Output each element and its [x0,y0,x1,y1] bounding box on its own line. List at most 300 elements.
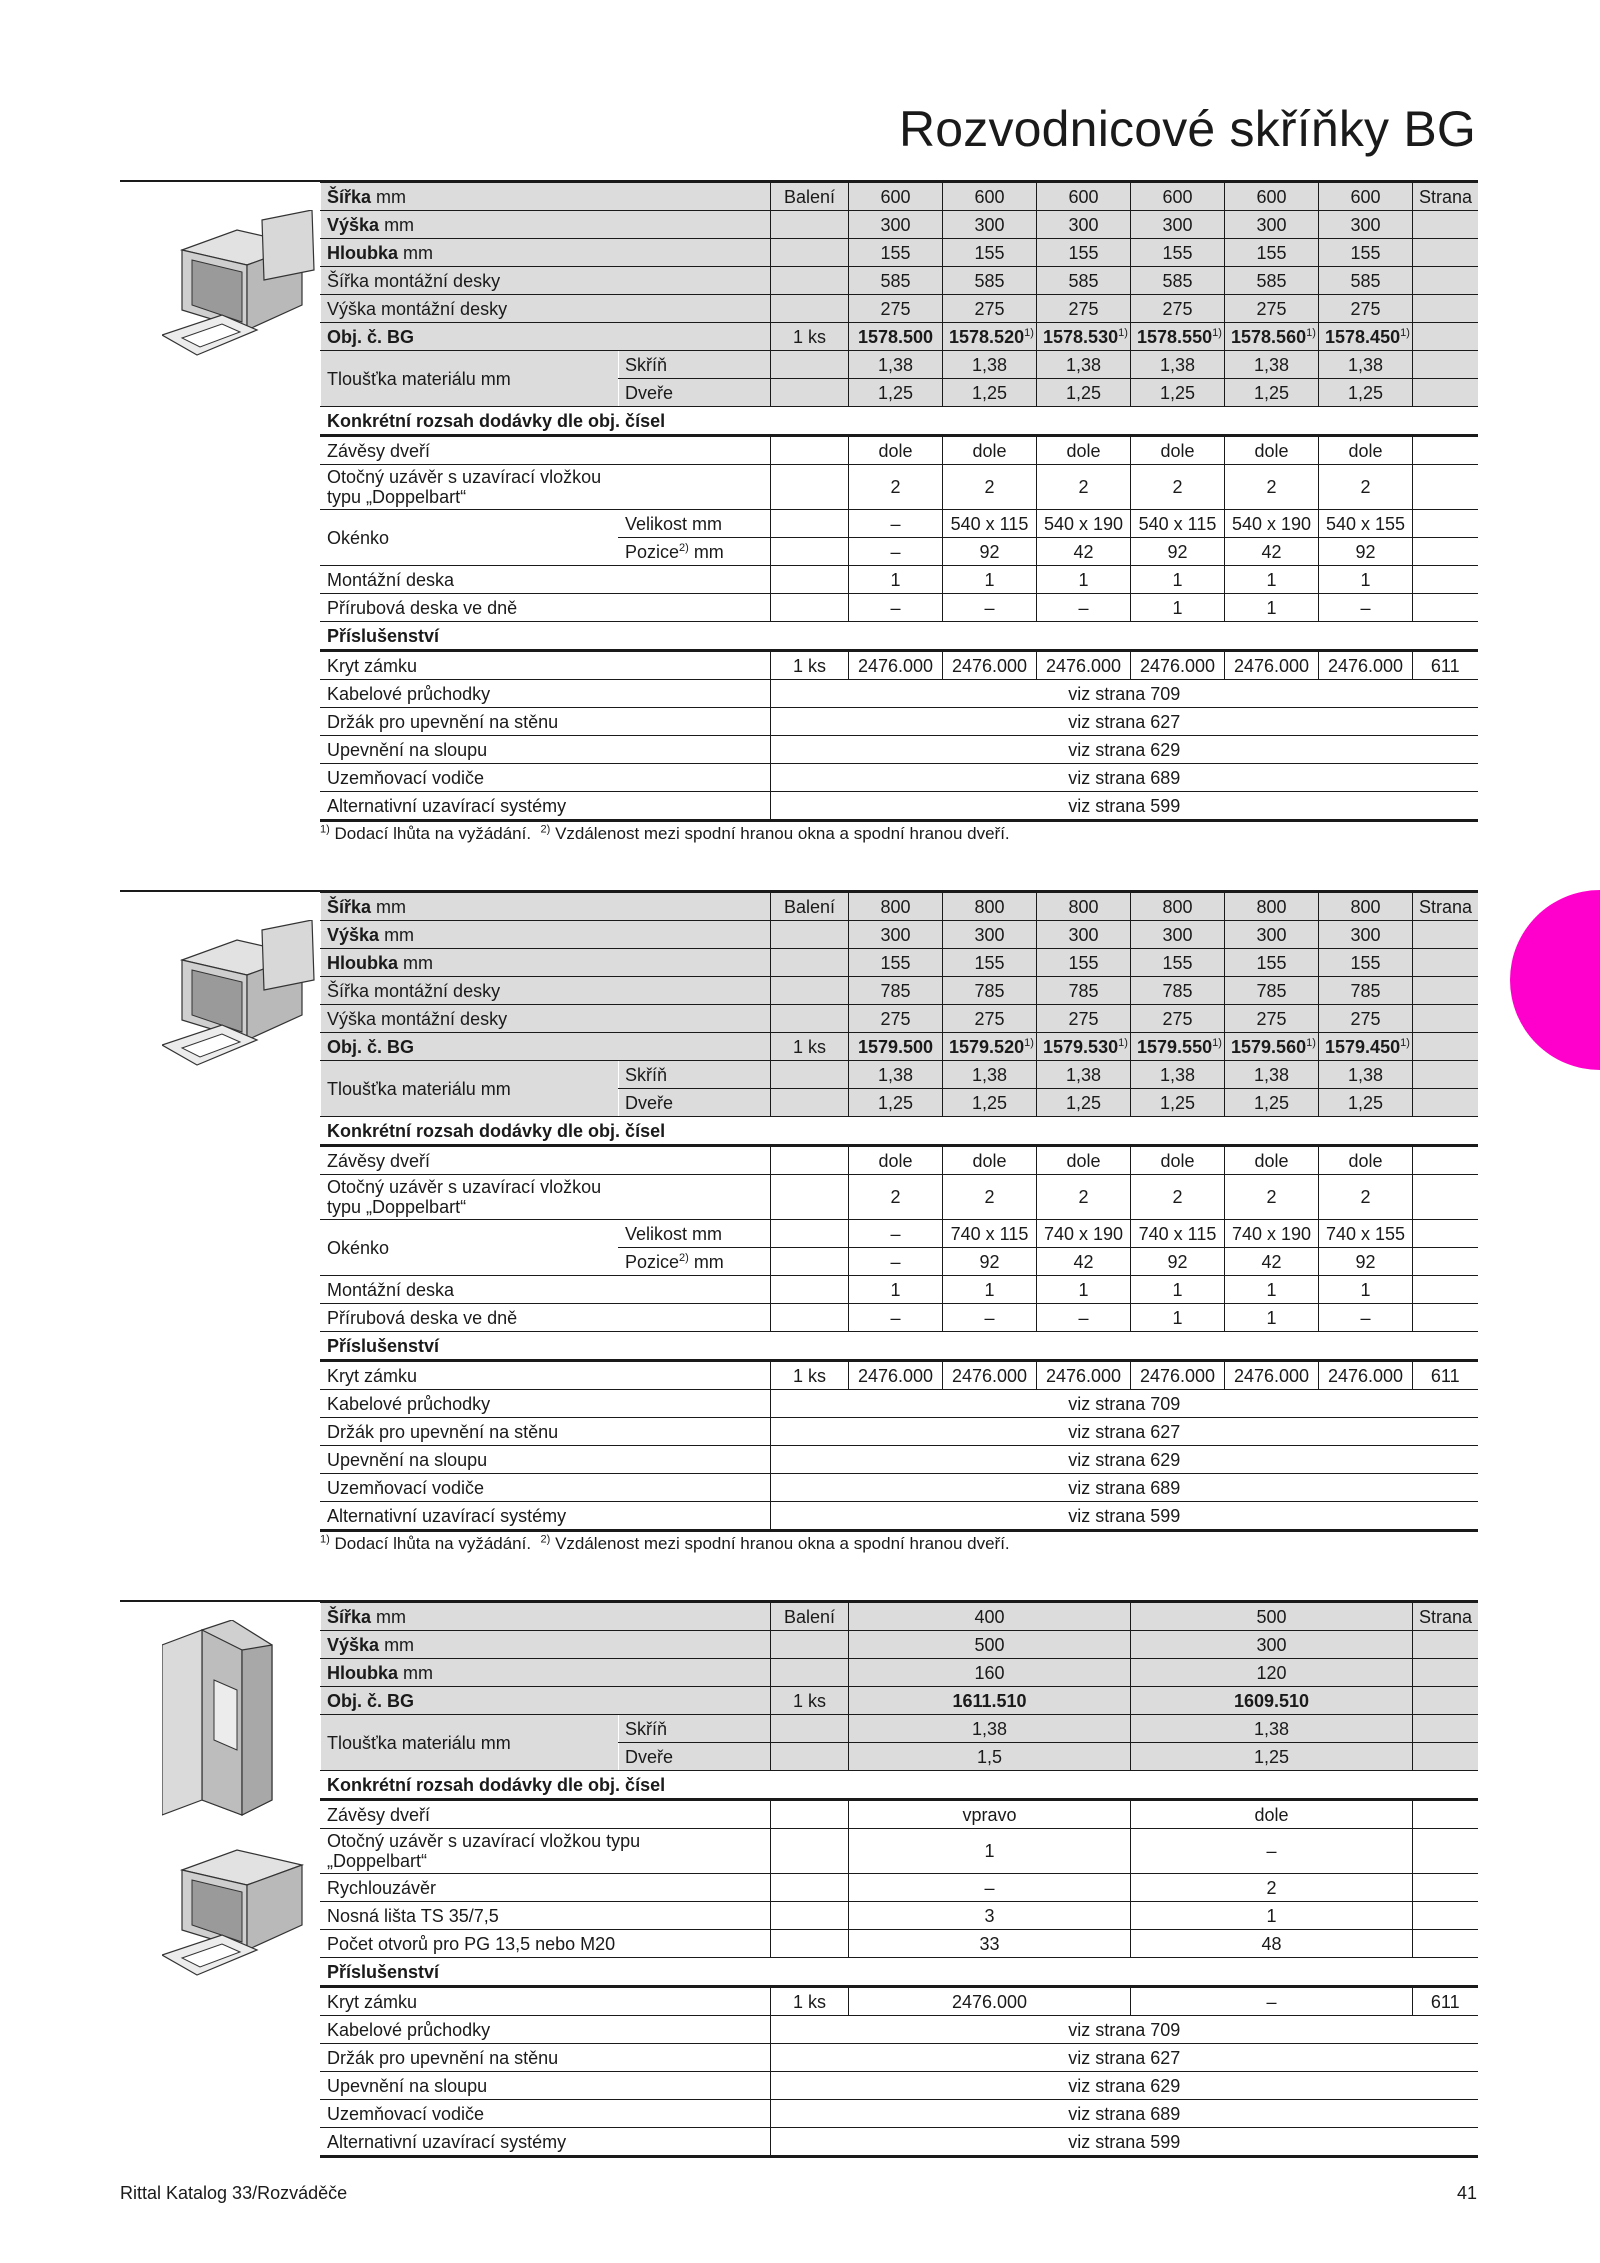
table-cell: 155 [1131,949,1225,977]
table-cell: 1,25 [1037,379,1131,407]
table-cell: – [943,1304,1037,1332]
section-rule [120,180,320,182]
table-cell [1413,1800,1478,1829]
row-tloustka-skrin [321,1715,1478,1743]
table-cell [771,1276,849,1304]
table-cell [321,1631,771,1659]
table-cell [321,182,771,211]
table-cell: Kryt zámku [321,651,771,680]
table-cell: viz strana 627 [771,2044,1478,2072]
table-cell: 2 [1131,1874,1413,1902]
table-cell: 155 [1225,949,1319,977]
table-cell [1413,1089,1478,1117]
table-cell: viz strana 629 [771,1446,1478,1474]
table-cell: 2476.000 [849,1987,1131,2016]
chapter-tab-marker [1510,890,1600,1070]
table-cell: 1,38 [1225,1061,1319,1089]
footnote [320,824,1010,844]
table-cell: 1,38 [1319,1061,1413,1089]
table-cell: 1,38 [849,1061,943,1089]
table-cell [771,1061,849,1089]
table-cell: 585 [849,267,943,295]
table-cell: Strana [1413,892,1478,921]
table-cell: 1,25 [849,379,943,407]
table-cell [849,323,943,351]
table-cell: Skříň [619,351,771,379]
text: Výška [327,1634,380,1655]
table-cell: 2 [943,465,1037,510]
table-cell [1413,1829,1478,1874]
row-prirubova [321,1304,1478,1332]
row-kabelove [321,1390,1478,1418]
table-cell: 92 [1131,538,1225,566]
text: 1578.450 [1325,326,1401,347]
table-cell: 1 ks [771,323,849,351]
table-cell: 1,38 [849,351,943,379]
table-cell: Velikost mm [619,1220,771,1248]
table-cell: Dveře [619,1089,771,1117]
table-cell: 1,25 [1037,1089,1131,1117]
table-cell: 1 ks [771,651,849,680]
table-cell: 155 [1319,949,1413,977]
text: Výška [327,214,380,235]
table-cell: 275 [1037,1005,1131,1033]
table-cell [771,538,849,566]
table-cell: Okénko [321,510,619,566]
table-cell: Balení [771,1602,849,1631]
table-cell: 2476.000 [1225,651,1319,680]
row-uzaver [321,1175,1478,1220]
table-cell [771,465,849,510]
table-cell [1413,351,1478,379]
text: Dodací lhůta na vyžádání. [334,1534,532,1553]
table-cell [1413,1146,1478,1175]
text: 1) [1212,1036,1222,1049]
tall-enclosure-illustration [162,1620,332,1820]
table-cell: 1 [1131,594,1225,622]
table-cell: 155 [1225,239,1319,267]
table-cell [1413,211,1478,239]
table-cell: 1,25 [1131,1743,1413,1771]
table-cell: 275 [943,295,1037,323]
table-cell: Šířka montážní desky [321,977,771,1005]
table-cell: Příslušenství [321,1332,1478,1361]
table-cell [1131,1687,1413,1715]
table-cell [771,566,849,594]
text: 1) [1024,326,1034,339]
table-cell [1225,323,1319,351]
table-cell: Alternativní uzavírací systémy [321,1502,771,1531]
table-cell [771,1659,849,1687]
table-cell: Přírubová deska ve dně [321,594,771,622]
table-cell [1413,1930,1478,1958]
table-cell [771,510,849,538]
table-cell: 2 [849,465,943,510]
table-cell [771,1304,849,1332]
table-cell: 740 x 115 [1131,1220,1225,1248]
table-cell: 2476.000 [1319,651,1413,680]
table-cell [321,323,771,351]
table-cell: 1 [1131,1276,1225,1304]
text: 1578.530 [1043,326,1119,347]
table-cell: 740 x 190 [1225,1220,1319,1248]
table-cell: 1,25 [943,1089,1037,1117]
table-cell: 3 [849,1902,1131,1930]
table-cell: 1,5 [849,1743,1131,1771]
table-cell: Držák pro upevnění na stěnu [321,2044,771,2072]
table-cell: – [849,510,943,538]
table-cell [771,1902,849,1930]
table-cell: Upevnění na sloupu [321,736,771,764]
table-cell [1413,323,1478,351]
table-cell: 1 [1037,566,1131,594]
table-cell: 2476.000 [849,1361,943,1390]
table-cell: 1,38 [943,351,1037,379]
table-cell: 1 [849,566,943,594]
text: Vzdálenost mezi spodní hranou okna a spodní hranou dveří. [555,1534,1010,1553]
table-cell: 540 x 155 [1319,510,1413,538]
table-cell: 1 [849,1829,1131,1874]
table-cell: viz strana 689 [771,1474,1478,1502]
table-cell [1413,1220,1478,1248]
table-cell [1413,1902,1478,1930]
table-cell [321,465,771,510]
text: mm [398,242,434,263]
text: mm [398,952,434,973]
table-cell: viz strana 629 [771,736,1478,764]
table-cell [771,1829,849,1874]
table-cell: 785 [1131,977,1225,1005]
footnote [320,1534,1010,1554]
text: 1) [1306,1036,1316,1049]
row-mont-deska [321,566,1478,594]
table-cell [1413,510,1478,538]
table-cell: – [849,538,943,566]
text: Otočný uzávěr s uzavírací vložkou [327,467,602,487]
row-rozsah-heading [321,407,1478,436]
table-cell [1413,594,1478,622]
text: 1578.500 [857,326,934,347]
table-cell [1413,921,1478,949]
table-cell: 2 [1319,1175,1413,1220]
table-cell: Rychlouzávěr [321,1874,771,1902]
row-upevneni [321,2072,1478,2100]
table-cell [1413,1248,1478,1276]
table-cell: 585 [1225,267,1319,295]
text: 1579.560 [1231,1036,1307,1057]
text: Výška [327,924,380,945]
table-cell: Uzemňovací vodiče [321,1474,771,1502]
table-cell: 1,25 [1225,1089,1319,1117]
table-cell [321,1033,771,1061]
table-cell: 275 [1131,295,1225,323]
row-sirka [321,892,1478,921]
table-cell: 800 [849,892,943,921]
text: 1609.510 [1233,1690,1310,1711]
table-cell: Konkrétní rozsah dodávky dle obj. čísel [321,1117,1478,1146]
table-cell [771,379,849,407]
table-cell: 2 [1037,1175,1131,1220]
open-enclosure-illustration [162,1830,332,2000]
table-cell [943,323,1037,351]
table-cell [771,267,849,295]
row-sirka [321,1602,1478,1631]
text: 1578.560 [1231,326,1307,347]
text: mm [379,924,415,945]
table-cell: 300 [1225,211,1319,239]
table-cell: 1,38 [1037,1061,1131,1089]
table-cell: 1 [1131,566,1225,594]
text: Hloubka [327,952,399,973]
table-cell: viz strana 627 [771,1418,1478,1446]
table-cell [771,1715,849,1743]
table-cell [1413,1743,1478,1771]
section-rule [120,1600,320,1602]
table-cell: viz strana 689 [771,764,1478,792]
table-cell: 2476.000 [1319,1361,1413,1390]
page-number: 41 [1456,2183,1477,2203]
table-cell [1413,267,1478,295]
table-cell: 275 [1131,1005,1225,1033]
table-cell: 2476.000 [849,651,943,680]
table-cell: 540 x 190 [1225,510,1319,538]
table-cell: 92 [1319,538,1413,566]
table-cell: 785 [943,977,1037,1005]
text: mm [398,1662,434,1683]
table-cell: 42 [1037,1248,1131,1276]
table-cell: 1 [1225,1276,1319,1304]
table-cell: 275 [1319,295,1413,323]
table-cell: 275 [1225,1005,1319,1033]
table-cell [771,1146,849,1175]
table-cell: 600 [1131,182,1225,211]
table-cell: 1 ks [771,1687,849,1715]
table-cell: dole [1131,436,1225,465]
table-cell [321,1659,771,1687]
table-cell [321,1175,771,1220]
table-cell: 740 x 190 [1037,1220,1131,1248]
row-upevneni [321,1446,1478,1474]
table-cell: 1 [1131,1304,1225,1332]
page-title: Rozvodnicové skříňky BG [898,101,1476,157]
table-cell [771,1005,849,1033]
table-cell [771,1220,849,1248]
row-tloustka-skrin [321,1061,1478,1089]
enclosure-illustration [162,920,332,1090]
table-cell: dole [943,1146,1037,1175]
table-cell [321,892,771,921]
table-cell [771,921,849,949]
table-cell [771,1248,849,1276]
table-cell: dole [1131,1146,1225,1175]
table-cell: Okénko [321,1220,619,1276]
table-cell: Balení [771,892,849,921]
table-cell: 1,25 [1131,1089,1225,1117]
table-cell: – [849,1874,1131,1902]
text: Pozice [625,1251,680,1272]
text: 1579.450 [1325,1036,1401,1057]
table-cell: 1 [1131,1902,1413,1930]
table-cell: Montážní deska [321,566,771,594]
table-cell [1413,977,1478,1005]
text: 1579.530 [1043,1036,1119,1057]
table-cell: 2476.000 [943,1361,1037,1390]
table-cell [1413,949,1478,977]
table-cell [849,1033,943,1061]
text: 1) [1118,1036,1128,1049]
table-cell: 600 [943,182,1037,211]
table-cell: dole [1319,436,1413,465]
table-cell: 275 [943,1005,1037,1033]
table-cell: Tloušťka materiálu mm [321,351,619,407]
table-cell: 500 [849,1631,1131,1659]
table-cell: 1,25 [1131,379,1225,407]
spec-table-600 [320,180,1478,822]
row-kryt [321,651,1478,680]
row-prislusenstvi-heading [321,622,1478,651]
table-cell: 585 [1131,267,1225,295]
text: 1579.520 [949,1036,1025,1057]
table-cell [771,594,849,622]
product-section-800 [120,890,1477,1570]
row-kryt [321,1987,1478,2016]
row-obj [321,323,1478,351]
table-cell [321,1829,771,1874]
row-obj [321,1033,1478,1061]
table-cell [771,239,849,267]
text: 1579.500 [857,1036,934,1057]
table-cell [771,1175,849,1220]
table-cell: Montážní deska [321,1276,771,1304]
table-cell [619,1248,771,1276]
enclosure-illustration [162,210,332,380]
table-cell: Počet otvorů pro PG 13,5 nebo M20 [321,1930,771,1958]
table-cell: 300 [1037,211,1131,239]
text: mm [371,186,407,207]
table-cell: – [1319,1304,1413,1332]
table-cell [771,1631,849,1659]
row-rozsah-heading [321,1117,1478,1146]
table-cell: viz strana 709 [771,2016,1478,2044]
table-cell: Strana [1413,182,1478,211]
table-cell: 160 [849,1659,1131,1687]
text: Pozice [625,541,680,562]
row-uzemnovaci [321,764,1478,792]
table-cell: Upevnění na sloupu [321,1446,771,1474]
table-cell: 2 [849,1175,943,1220]
row-drzak [321,2044,1478,2072]
table-cell: 155 [1037,239,1131,267]
table-cell: 2 [943,1175,1037,1220]
table-cell: 155 [1319,239,1413,267]
text: Otočný uzávěr s uzavírací vložkou typu [327,1831,641,1851]
table-cell: 540 x 190 [1037,510,1131,538]
table-cell: viz strana 627 [771,708,1478,736]
table-cell: 155 [943,949,1037,977]
table-cell: 2 [1037,465,1131,510]
table-cell: Alternativní uzavírací systémy [321,792,771,821]
row-mont-deska [321,1276,1478,1304]
table-cell [771,1089,849,1117]
text: 1) [320,823,330,836]
table-cell: dole [849,436,943,465]
table-cell: 1 ks [771,1361,849,1390]
row-vyska-md [321,295,1478,323]
table-cell: 1 [1225,1304,1319,1332]
row-zavesy [321,1146,1478,1175]
table-cell: 275 [1225,295,1319,323]
row-drzak [321,708,1478,736]
row-vyska [321,1631,1478,1659]
table-cell: Uzemňovací vodiče [321,2100,771,2128]
text: 1579.550 [1137,1036,1213,1057]
table-cell: 300 [1131,921,1225,949]
table-cell: viz strana 709 [771,1390,1478,1418]
table-cell: – [1131,1829,1413,1874]
table-cell: 92 [1131,1248,1225,1276]
text: 1) [1118,326,1128,339]
table-cell: Alternativní uzavírací systémy [321,2128,771,2157]
table-cell: Upevnění na sloupu [321,2072,771,2100]
table-cell: Výška montážní desky [321,1005,771,1033]
row-sirka-md [321,267,1478,295]
table-cell [771,351,849,379]
text: 1) [1400,1036,1410,1049]
table-cell: viz strana 599 [771,2128,1478,2157]
text: 2) [540,823,551,836]
table-cell: Kabelové průchodky [321,1390,771,1418]
text: 1578.520 [949,326,1025,347]
row-uzaver [321,465,1478,510]
table-cell: 2476.000 [1131,1361,1225,1390]
text: 1) [1306,326,1316,339]
table-cell: viz strana 689 [771,2100,1478,2128]
table-cell: 155 [1037,949,1131,977]
table-cell: 585 [1319,267,1413,295]
product-section-400-500 [120,1600,1477,2160]
text: typu „Doppelbart“ [327,1197,467,1217]
table-cell: 120 [1131,1659,1413,1687]
table-cell [943,1033,1037,1061]
text: typu „Doppelbart“ [327,487,467,507]
table-cell: Závěsy dveří [321,1146,771,1175]
text: Šířka [327,186,372,207]
table-cell: 1 [943,566,1037,594]
table-cell: 48 [1131,1930,1413,1958]
table-cell: 275 [1319,1005,1413,1033]
text: Šířka [327,896,372,917]
table-cell [1413,1061,1478,1089]
table-cell: Držák pro upevnění na stěnu [321,708,771,736]
row-nosna [321,1902,1478,1930]
table-cell: 400 [849,1602,1131,1631]
row-sirka-md [321,977,1478,1005]
table-cell [771,1874,849,1902]
table-cell: 2476.000 [1037,1361,1131,1390]
table-cell [1413,436,1478,465]
table-cell: 785 [1225,977,1319,1005]
spec-table-400-500 [320,1600,1478,2158]
table-cell: 1,25 [1319,1089,1413,1117]
row-uzemnovaci [321,1474,1478,1502]
table-cell [321,949,771,977]
row-drzak [321,1418,1478,1446]
table-cell [1413,538,1478,566]
table-cell [771,977,849,1005]
text: Obj. č. BG [327,326,415,347]
table-cell: 1,38 [1037,351,1131,379]
table-cell: Velikost mm [619,510,771,538]
